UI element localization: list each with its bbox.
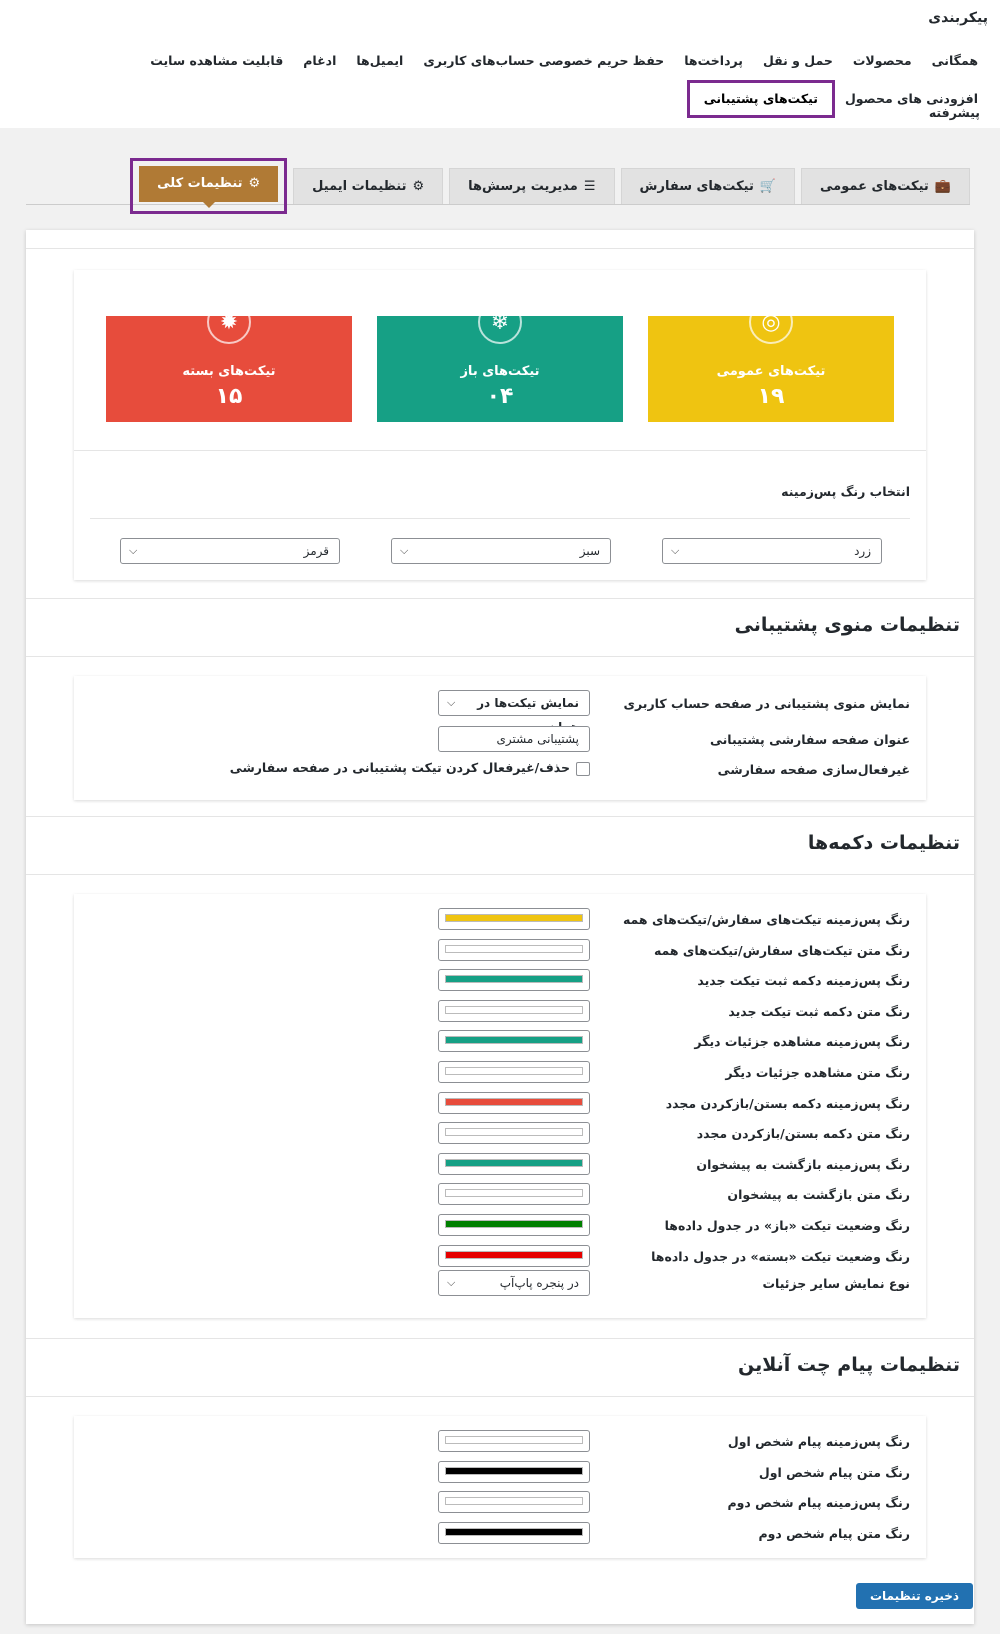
support-menu-card [74, 676, 926, 800]
divider [26, 874, 974, 875]
chat-settings-title: تنظیمات پیام چت آنلاین [737, 1354, 960, 1376]
color-swatch [445, 1036, 583, 1044]
disable-page-label: غیرفعال‌سازی صفحه سفارشی [717, 762, 910, 777]
sun-icon: ✹ [207, 300, 251, 344]
bg-select-closed[interactable] [120, 538, 340, 564]
chevron-down-icon: ⌵ [400, 544, 409, 557]
button-color-picker[interactable] [438, 939, 590, 961]
color-swatch [445, 1067, 583, 1075]
button-color-picker[interactable] [438, 969, 590, 991]
basket-icon: 🛒 [759, 178, 777, 194]
chat-card [74, 1416, 926, 1558]
chevron-down-icon: ⌵ [447, 696, 456, 709]
color-swatch [445, 1220, 583, 1228]
tab-emails[interactable]: ایمیل‌ها [356, 53, 404, 68]
page-title-label: عنوان صفحه سفارشی پشتیبانی [709, 732, 910, 747]
inner-tab-label: تیکت‌های سفارش [639, 178, 754, 194]
stats-card [74, 270, 926, 580]
top-header [0, 0, 1000, 128]
chat-color-picker[interactable] [438, 1522, 590, 1544]
support-menu-title: تنظیمات منوی پشتیبانی [734, 614, 960, 636]
button-color-label: رنگ متن دکمه ثبت تیکت جدید [728, 1003, 910, 1019]
button-color-label: رنگ وضعیت تیکت «بسته» در جدول داده‌ها [651, 1248, 910, 1264]
divider [26, 598, 974, 599]
select-value: در پنجره پاپ‌آپ [499, 1276, 579, 1290]
tab-products[interactable]: محصولات [852, 53, 912, 68]
stat-label: تیکت‌های عمومی [716, 364, 826, 379]
color-swatch [445, 1159, 583, 1167]
button-color-label: رنگ متن دکمه بستن/بازکردن مجدد [696, 1126, 910, 1142]
tab-support-tickets[interactable]: تیکت‌های پشتیبانی [687, 80, 835, 118]
button-color-label: رنگ پس‌زمینه مشاهده جزئیات دیگر [694, 1034, 910, 1050]
stat-open-tickets [377, 309, 623, 422]
tab-integration[interactable]: ادغام [303, 53, 337, 68]
button-color-label: رنگ وضعیت تیکت «باز» در جدول داده‌ها [664, 1218, 910, 1233]
color-swatch [445, 1251, 583, 1259]
detail-display-label: نوع نمایش سایر جزئیات [762, 1276, 910, 1291]
inner-tab-questions[interactable] [449, 168, 614, 204]
stat-label: تیکت‌های باز [460, 364, 540, 379]
chevron-down-icon: ⌵ [671, 544, 680, 557]
inner-tabs [130, 168, 970, 214]
button-color-picker[interactable] [438, 1245, 590, 1267]
button-color-picker[interactable] [438, 1061, 590, 1083]
tab-product-addons[interactable]: افزودنی های محصول [844, 91, 978, 106]
chat-color-label: رنگ متن پیام شخص اول [758, 1464, 910, 1480]
chat-color-label: رنگ متن پیام شخص دوم [758, 1525, 910, 1541]
inner-tab-order-tickets[interactable] [621, 168, 795, 204]
stat-value: ۱۹ [757, 384, 785, 409]
snowflake-icon: ❄ [478, 300, 522, 344]
buttons-settings-title: تنظیمات دکمه‌ها [807, 832, 960, 854]
button-color-label: رنگ متن تیکت‌های سفارش/تیکت‌های همه [653, 942, 910, 958]
button-color-picker[interactable] [438, 908, 590, 930]
divider [26, 1396, 974, 1397]
button-color-picker[interactable] [438, 1153, 590, 1175]
stat-label: تیکت‌های بسته [182, 364, 276, 379]
chevron-down-icon: ⌵ [129, 544, 138, 557]
button-color-picker[interactable] [438, 1000, 590, 1022]
button-color-label: رنگ پس‌زمینه تیکت‌های سفارش/تیکت‌های همه [622, 912, 910, 927]
tab-general[interactable]: همگانی [931, 53, 978, 68]
chat-color-label: رنگ پس‌زمینه پیام شخص دوم [727, 1495, 910, 1511]
briefcase-icon: 💼 [934, 178, 951, 194]
disable-page-checkbox-label: حذف/غیرفعال کردن تیکت پشتیبانی در صفحه سفارشی [229, 760, 570, 775]
select-value: نمایش تیکت‌ها در [477, 696, 579, 710]
stat-value: ۰۴ [486, 384, 514, 409]
target-icon: ◎ [749, 300, 793, 344]
divider [74, 450, 926, 451]
inner-tab-label: تیکت‌های عمومی [820, 178, 929, 194]
gears-icon: ⚙ [248, 176, 261, 191]
gears-icon: ⚙ [412, 178, 425, 194]
tab-payments[interactable]: پرداخت‌ها [684, 53, 743, 68]
settings-panel [26, 230, 974, 1624]
color-swatch [445, 1497, 583, 1505]
inner-tab-general-settings[interactable] [139, 166, 278, 202]
inner-tab-label: مدیریت پرسش‌ها [468, 178, 578, 194]
select-value: زرد [854, 544, 871, 558]
button-color-label: رنگ پس‌زمینه دکمه بستن/بازکردن مجدد [665, 1095, 910, 1111]
tab-site-visibility[interactable]: قابلیت مشاهده سایت [150, 53, 284, 68]
active-tab-highlight [130, 158, 287, 214]
stat-general-tickets [648, 309, 894, 422]
button-color-picker[interactable] [438, 1092, 590, 1114]
color-swatch [445, 975, 583, 983]
inner-tab-label: تنظیمات ایمیل [312, 178, 407, 194]
bg-select-general[interactable] [662, 538, 882, 564]
disable-page-checkbox[interactable] [576, 762, 590, 776]
color-swatch [445, 1006, 583, 1014]
button-color-label: رنگ پس‌زمینه دکمه ثبت تیکت جدید [697, 973, 910, 989]
stat-closed-tickets [106, 309, 352, 422]
divider [26, 816, 974, 817]
chat-color-label: رنگ پس‌زمینه پیام شخص اول [727, 1434, 910, 1449]
chat-color-picker[interactable] [438, 1491, 590, 1513]
chat-color-picker[interactable] [438, 1461, 590, 1483]
button-color-picker[interactable] [438, 1122, 590, 1144]
settings-tabs [12, 42, 988, 118]
inner-tab-label: تنظیمات کلی [157, 176, 243, 191]
stat-value: ۱۵ [215, 384, 243, 409]
color-swatch [445, 945, 583, 953]
page-title-input[interactable]: پشتیبانی مشتری [438, 726, 590, 752]
color-swatch [445, 1467, 583, 1475]
color-swatch [445, 914, 583, 922]
divider [26, 656, 974, 657]
bg-color-label: انتخاب رنگ پس‌زمینه [781, 484, 910, 499]
detail-display-select[interactable] [438, 1270, 590, 1296]
tab-privacy[interactable]: حفظ حریم خصوصی حساب‌های کاربری [423, 53, 665, 68]
button-color-picker[interactable] [438, 1183, 590, 1205]
button-color-label: رنگ پس‌زمینه بازگشت به پیشخوان [696, 1156, 910, 1172]
divider [26, 248, 974, 249]
divider [90, 518, 910, 519]
color-swatch [445, 1436, 583, 1444]
show-menu-select[interactable] [438, 690, 590, 716]
color-swatch [445, 1098, 583, 1106]
button-color-picker[interactable] [438, 1030, 590, 1052]
chat-color-picker[interactable] [438, 1430, 590, 1452]
button-color-picker[interactable] [438, 1214, 590, 1236]
color-swatch [445, 1528, 583, 1536]
save-settings-button[interactable]: ذخیره تنظیمات [856, 1583, 973, 1609]
button-color-label: رنگ متن بازگشت به پیشخوان [727, 1187, 910, 1203]
list-icon: ☰ [583, 178, 596, 194]
tab-shipping[interactable]: حمل و نقل [762, 53, 833, 68]
buttons-card [74, 894, 926, 1318]
select-value: قرمز [303, 544, 329, 558]
inner-tab-email-settings[interactable] [293, 168, 443, 204]
divider [26, 1338, 974, 1339]
inner-tab-general-tickets[interactable] [801, 168, 970, 204]
select-value: سبز [579, 544, 600, 558]
page-title: پیکربندی [928, 10, 988, 26]
button-color-label: رنگ متن مشاهده جزئیات دیگر [725, 1065, 910, 1080]
show-menu-label: نمایش منوی پشتیبانی در صفحه حساب کاربری [623, 696, 910, 711]
chevron-down-icon: ⌵ [447, 1276, 456, 1289]
color-swatch [445, 1128, 583, 1136]
tab-advanced[interactable]: پیشرفته [928, 105, 980, 120]
color-swatch [445, 1189, 583, 1197]
bg-select-open[interactable] [391, 538, 611, 564]
